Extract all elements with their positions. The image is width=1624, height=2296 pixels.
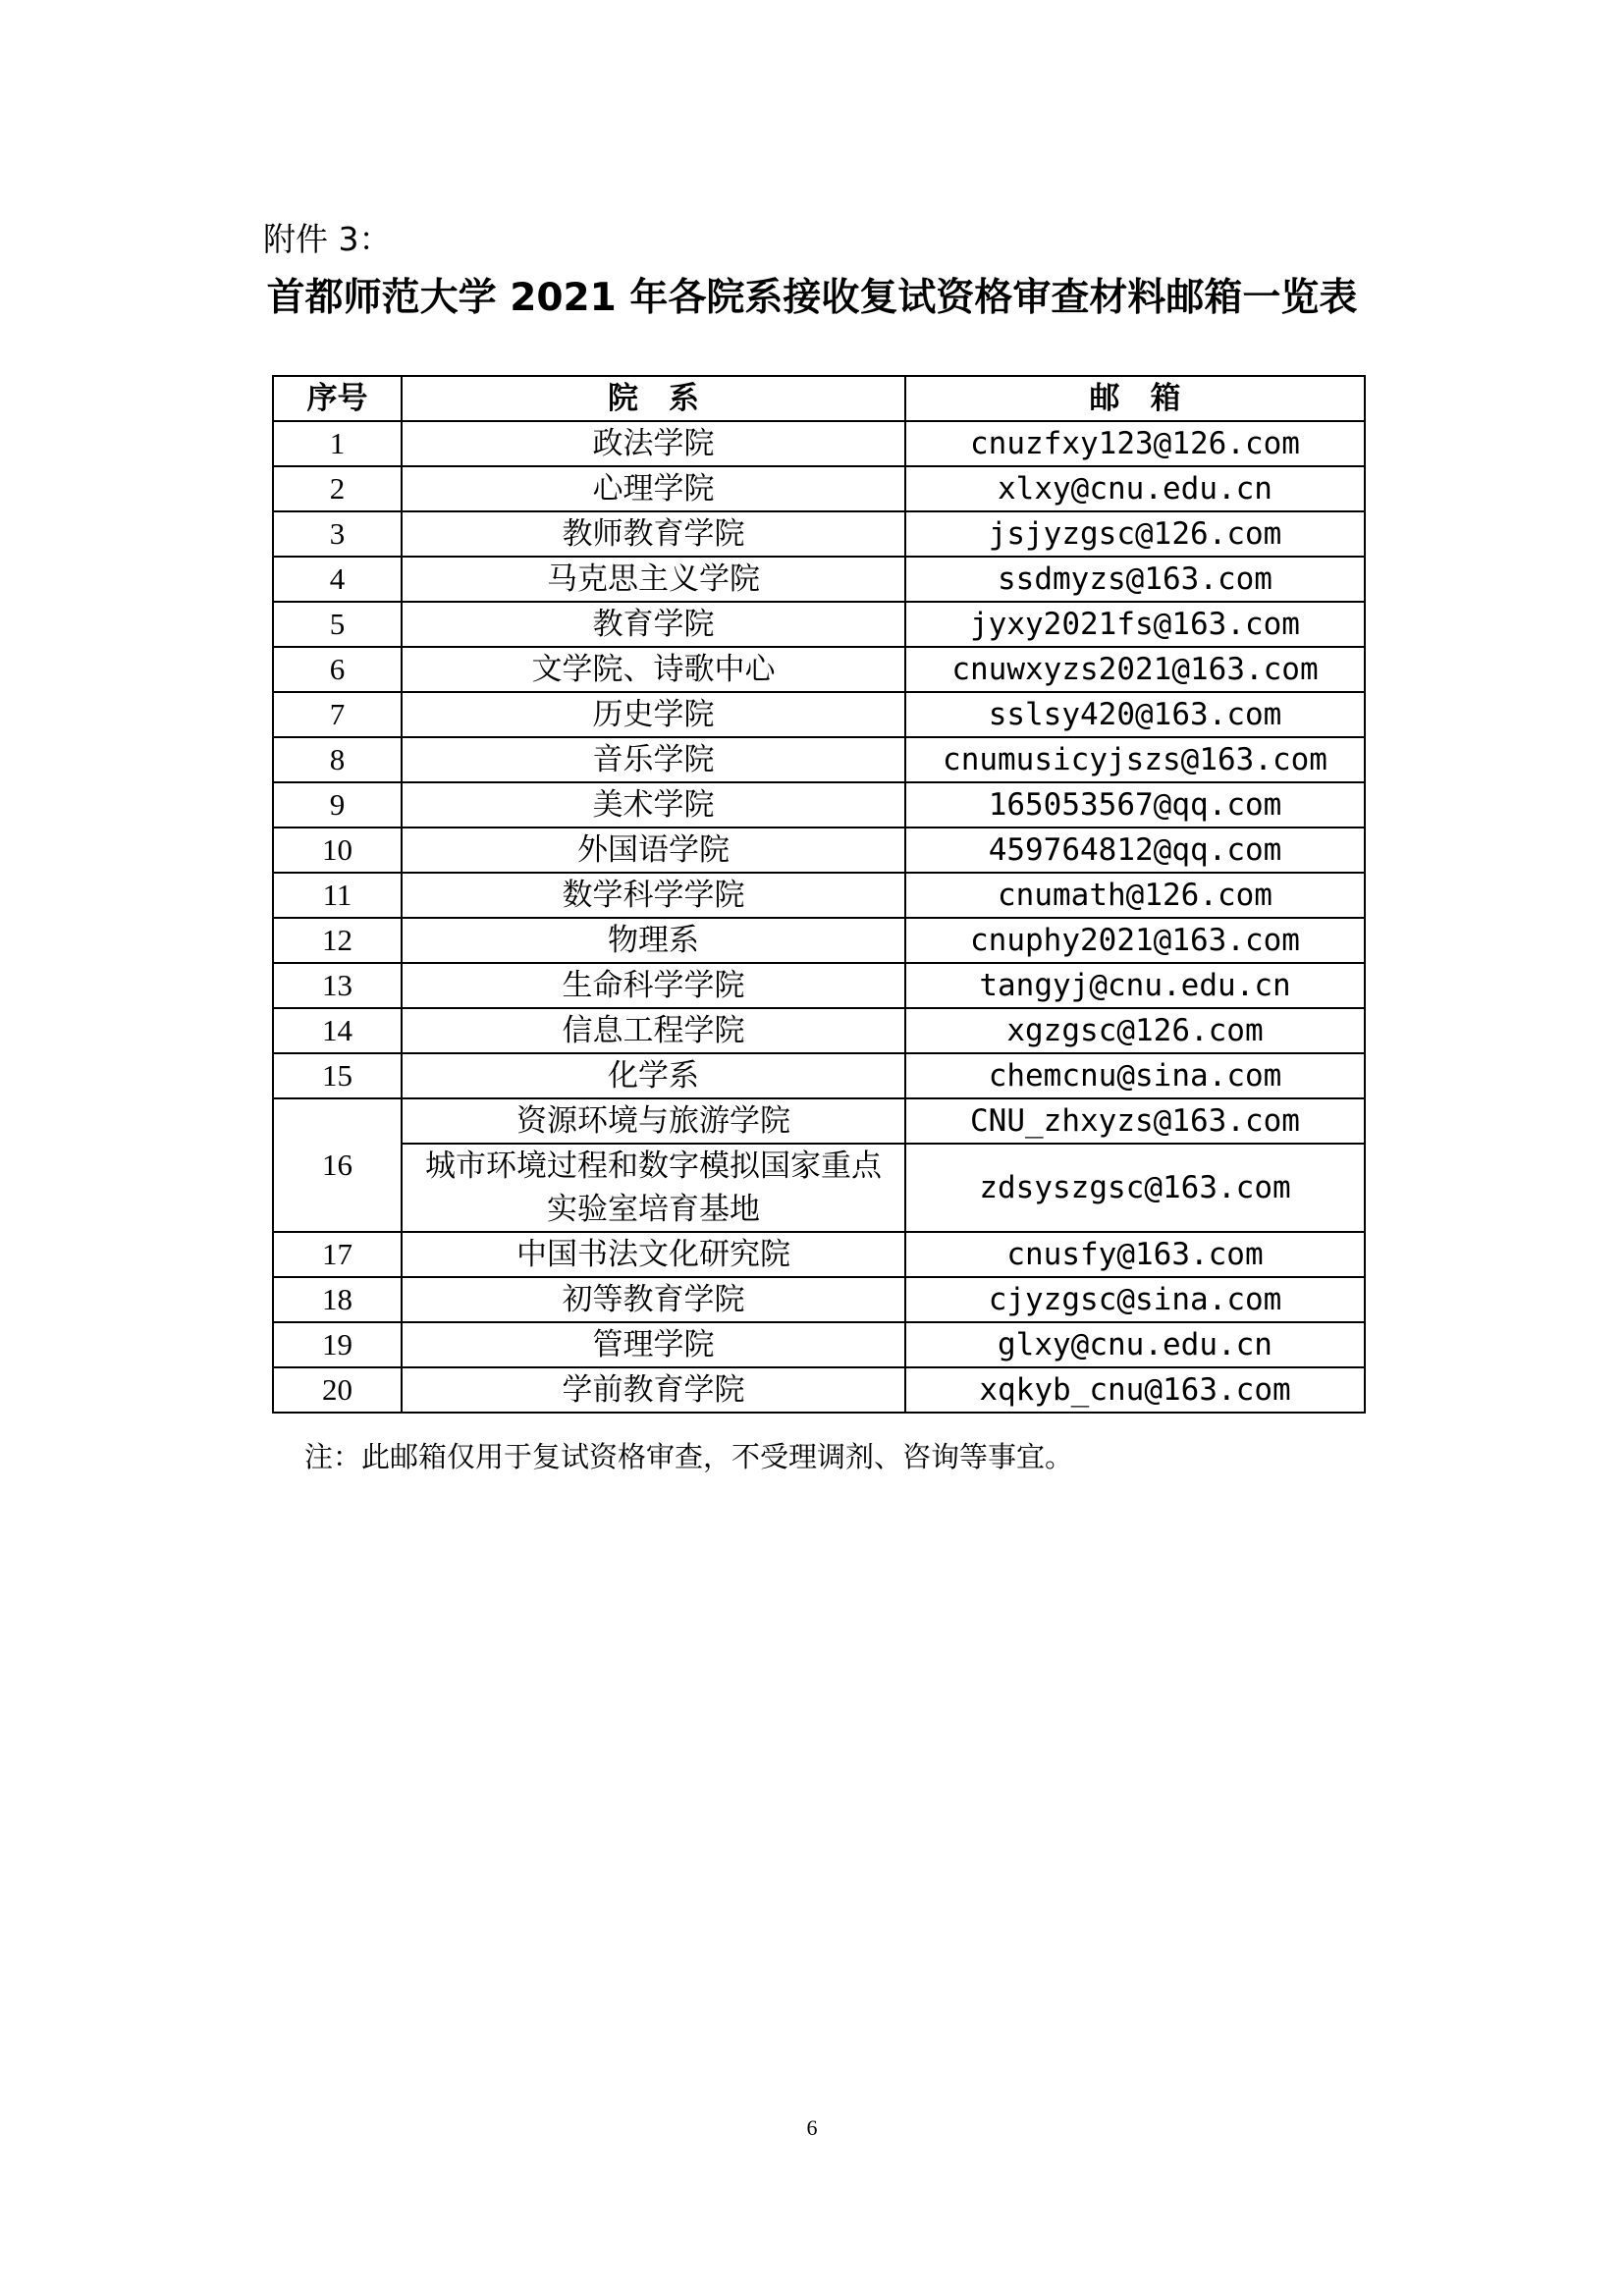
table-row — [273, 963, 1365, 1008]
row-email: cnuphy2021@163.com — [905, 918, 1365, 963]
row-dept-line1: 城市环境过程和数字模拟国家重点 — [425, 1148, 882, 1184]
table-row — [273, 1367, 1365, 1413]
row-email: cnuwxyzs2021@163.com — [905, 647, 1365, 692]
table-row — [273, 1008, 1365, 1053]
table-row — [273, 421, 1365, 466]
table-row — [273, 782, 1365, 828]
email-list-table — [272, 375, 1366, 1414]
footnote: 注：此邮箱仅用于复试资格审查，不受理调剂、咨询等事宜。 — [304, 1440, 1074, 1473]
row-seq: 1 — [273, 421, 402, 466]
row-dept: 生命科学学院 — [402, 963, 905, 1008]
row-seq: 10 — [273, 828, 402, 873]
table-row — [273, 737, 1365, 782]
row-seq: 5 — [273, 602, 402, 647]
row-dept: 外国语学院 — [402, 828, 905, 873]
table-row — [273, 511, 1365, 557]
row-dept: 信息工程学院 — [402, 1008, 905, 1053]
table-row — [273, 557, 1365, 602]
row-seq: 18 — [273, 1277, 402, 1322]
row-email: xlxy@cnu.edu.cn — [905, 466, 1365, 511]
row-seq: 9 — [273, 782, 402, 828]
row-email: glxy@cnu.edu.cn — [905, 1322, 1365, 1367]
document-title: 首都师范大学 2021 年各院系接收复试资格审查材料邮箱一览表 — [266, 276, 1358, 320]
row-seq: 6 — [273, 647, 402, 692]
table-row — [273, 1277, 1365, 1322]
row-email: CNU_zhxyzs@163.com — [905, 1098, 1365, 1144]
header-seq: 序号 — [273, 376, 402, 421]
table-row — [273, 828, 1365, 873]
row-email: sslsy420@163.com — [905, 692, 1365, 737]
table-row — [273, 647, 1365, 692]
row-seq: 14 — [273, 1008, 402, 1053]
row-dept: 历史学院 — [402, 692, 905, 737]
row-dept: 资源环境与旅游学院 — [402, 1098, 905, 1144]
row-email: 459764812@qq.com — [905, 828, 1365, 873]
row-dept: 中国书法文化研究院 — [402, 1232, 905, 1277]
row-email: cnusfy@163.com — [905, 1232, 1365, 1277]
row-email: chemcnu@sina.com — [905, 1053, 1365, 1098]
table-row — [273, 1098, 1365, 1144]
row-dept: 教育学院 — [402, 602, 905, 647]
header-dept: 院 系 — [402, 376, 905, 421]
row-email: zdsyszgsc@163.com — [905, 1144, 1365, 1232]
row-dept: 心理学院 — [402, 466, 905, 511]
row-seq: 16 — [273, 1098, 402, 1232]
row-seq: 8 — [273, 737, 402, 782]
row-seq: 7 — [273, 692, 402, 737]
row-email: cnuzfxy123@126.com — [905, 421, 1365, 466]
row-dept: 美术学院 — [402, 782, 905, 828]
row-dept-line2: 实验室培育基地 — [547, 1192, 760, 1227]
row-email: ssdmyzs@163.com — [905, 557, 1365, 602]
row-email: xgzgsc@126.com — [905, 1008, 1365, 1053]
row-dept: 初等教育学院 — [402, 1277, 905, 1322]
row-seq: 15 — [273, 1053, 402, 1098]
row-email: cjyzgsc@sina.com — [905, 1277, 1365, 1322]
row-email: xqkyb_cnu@163.com — [905, 1367, 1365, 1413]
table-row — [273, 1322, 1365, 1367]
row-email: cnumath@126.com — [905, 873, 1365, 918]
table-body — [273, 421, 1365, 1413]
row-seq: 11 — [273, 873, 402, 918]
row-seq: 12 — [273, 918, 402, 963]
row-email: tangyj@cnu.edu.cn — [905, 963, 1365, 1008]
table-row — [273, 1232, 1365, 1277]
row-seq: 19 — [273, 1322, 402, 1367]
row-seq: 2 — [273, 466, 402, 511]
row-seq: 4 — [273, 557, 402, 602]
header-email: 邮 箱 — [905, 376, 1365, 421]
row-email: 165053567@qq.com — [905, 782, 1365, 828]
row-dept: 学前教育学院 — [402, 1367, 905, 1413]
row-email: cnumusicyjszs@163.com — [905, 737, 1365, 782]
row-dept: 物理系 — [402, 918, 905, 963]
row-email: jsjyzgsc@126.com — [905, 511, 1365, 557]
table-row — [273, 692, 1365, 737]
row-dept: 化学系 — [402, 1053, 905, 1098]
attachment-label: 附件 3： — [263, 220, 392, 258]
row-dept: 音乐学院 — [402, 737, 905, 782]
table-row — [273, 1053, 1365, 1098]
row-seq: 20 — [273, 1367, 402, 1413]
row-dept: 马克思主义学院 — [402, 557, 905, 602]
table-row — [273, 918, 1365, 963]
table-row — [273, 873, 1365, 918]
page-number: 6 — [806, 2115, 818, 2140]
row-dept: 政法学院 — [402, 421, 905, 466]
table-row — [273, 466, 1365, 511]
row-dept: 教师教育学院 — [402, 511, 905, 557]
row-seq: 13 — [273, 963, 402, 1008]
table-row — [273, 1144, 1365, 1232]
row-dept: 数学科学学院 — [402, 873, 905, 918]
row-seq: 3 — [273, 511, 402, 557]
table-row — [273, 602, 1365, 647]
row-dept — [402, 1144, 905, 1232]
table-header-row — [273, 376, 1365, 421]
row-seq: 17 — [273, 1232, 402, 1277]
row-dept: 管理学院 — [402, 1322, 905, 1367]
row-dept: 文学院、诗歌中心 — [402, 647, 905, 692]
row-email: jyxy2021fs@163.com — [905, 602, 1365, 647]
